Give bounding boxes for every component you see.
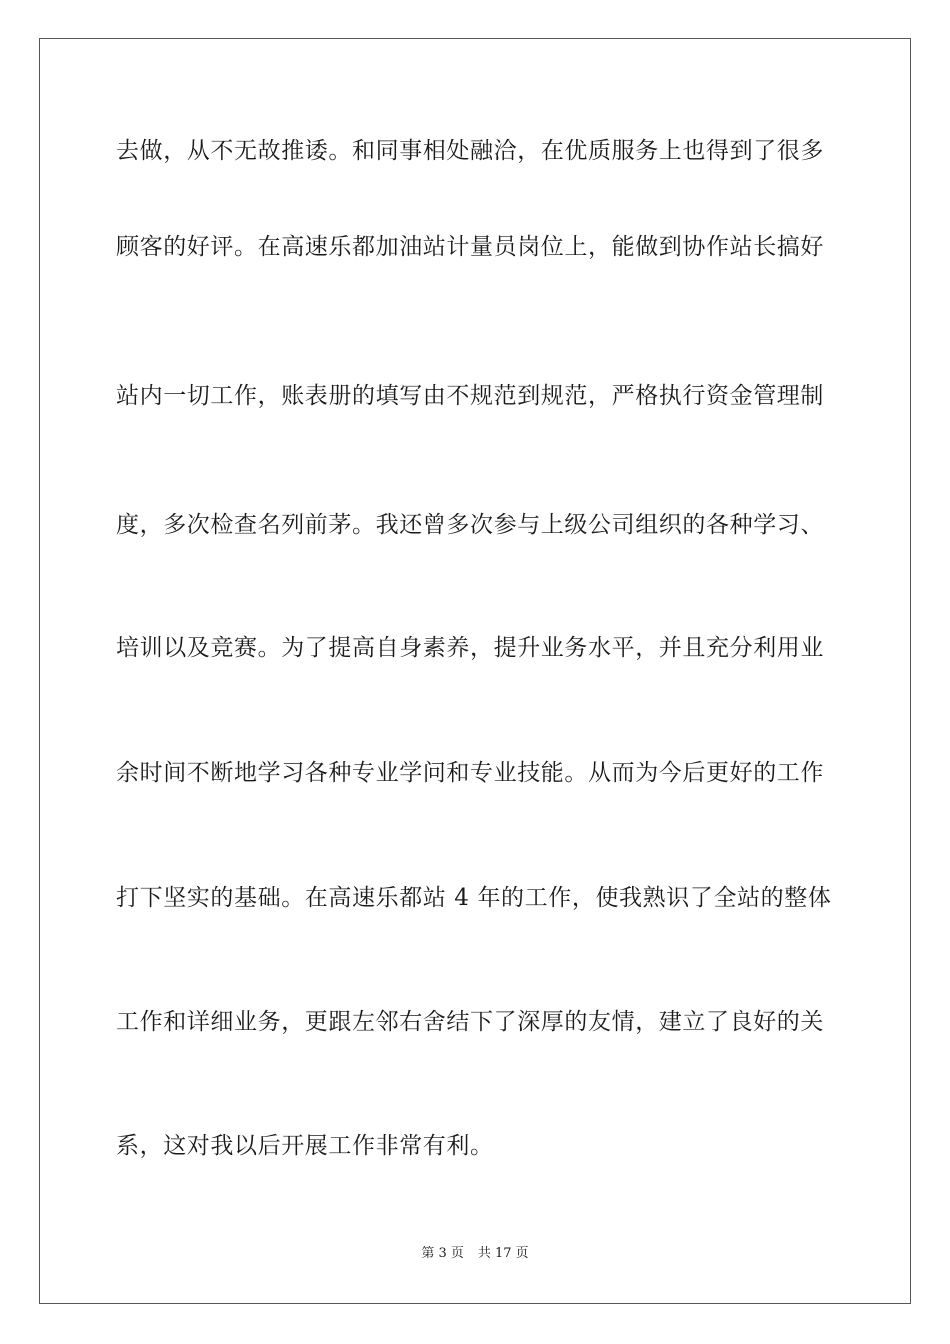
paragraph-line: 去做，从不无故推诿。和同事相处融洽，在优质服务上也得到了很多 — [116, 138, 824, 164]
page-number-total: 共 17 页 — [477, 1246, 529, 1261]
paragraph-line: 顾客的好评。在高速乐都加油站计量员岗位上，能做到协作站长搞好 — [116, 234, 824, 260]
paragraph-line: 工作和详细业务，更跟左邻右舍结下了深厚的友情，建立了良好的关 — [116, 1009, 824, 1035]
paragraph-line: 培训以及竞赛。为了提高自身素养，提升业务水平，并且充分利用业 — [116, 635, 824, 661]
paragraph-line: 度，多次检查名列前茅。我还曾多次参与上级公司组织的各种学习、 — [116, 512, 824, 538]
page-footer — [0, 1245, 950, 1263]
page-border — [39, 38, 911, 1304]
paragraph-line: 打下坚实的基础。在高速乐都站 4 年的工作，使我熟识了全站的整体 — [116, 885, 832, 911]
page-number-current: 第 3 页 — [421, 1246, 464, 1261]
paragraph-line: 站内一切工作，账表册的填写由不规范到规范，严格执行资金管理制 — [116, 383, 824, 409]
paragraph-line: 系，这对我以后开展工作非常有利。 — [116, 1133, 494, 1159]
paragraph-line: 余时间不断地学习各种专业学问和专业技能。从而为今后更好的工作 — [116, 760, 824, 786]
